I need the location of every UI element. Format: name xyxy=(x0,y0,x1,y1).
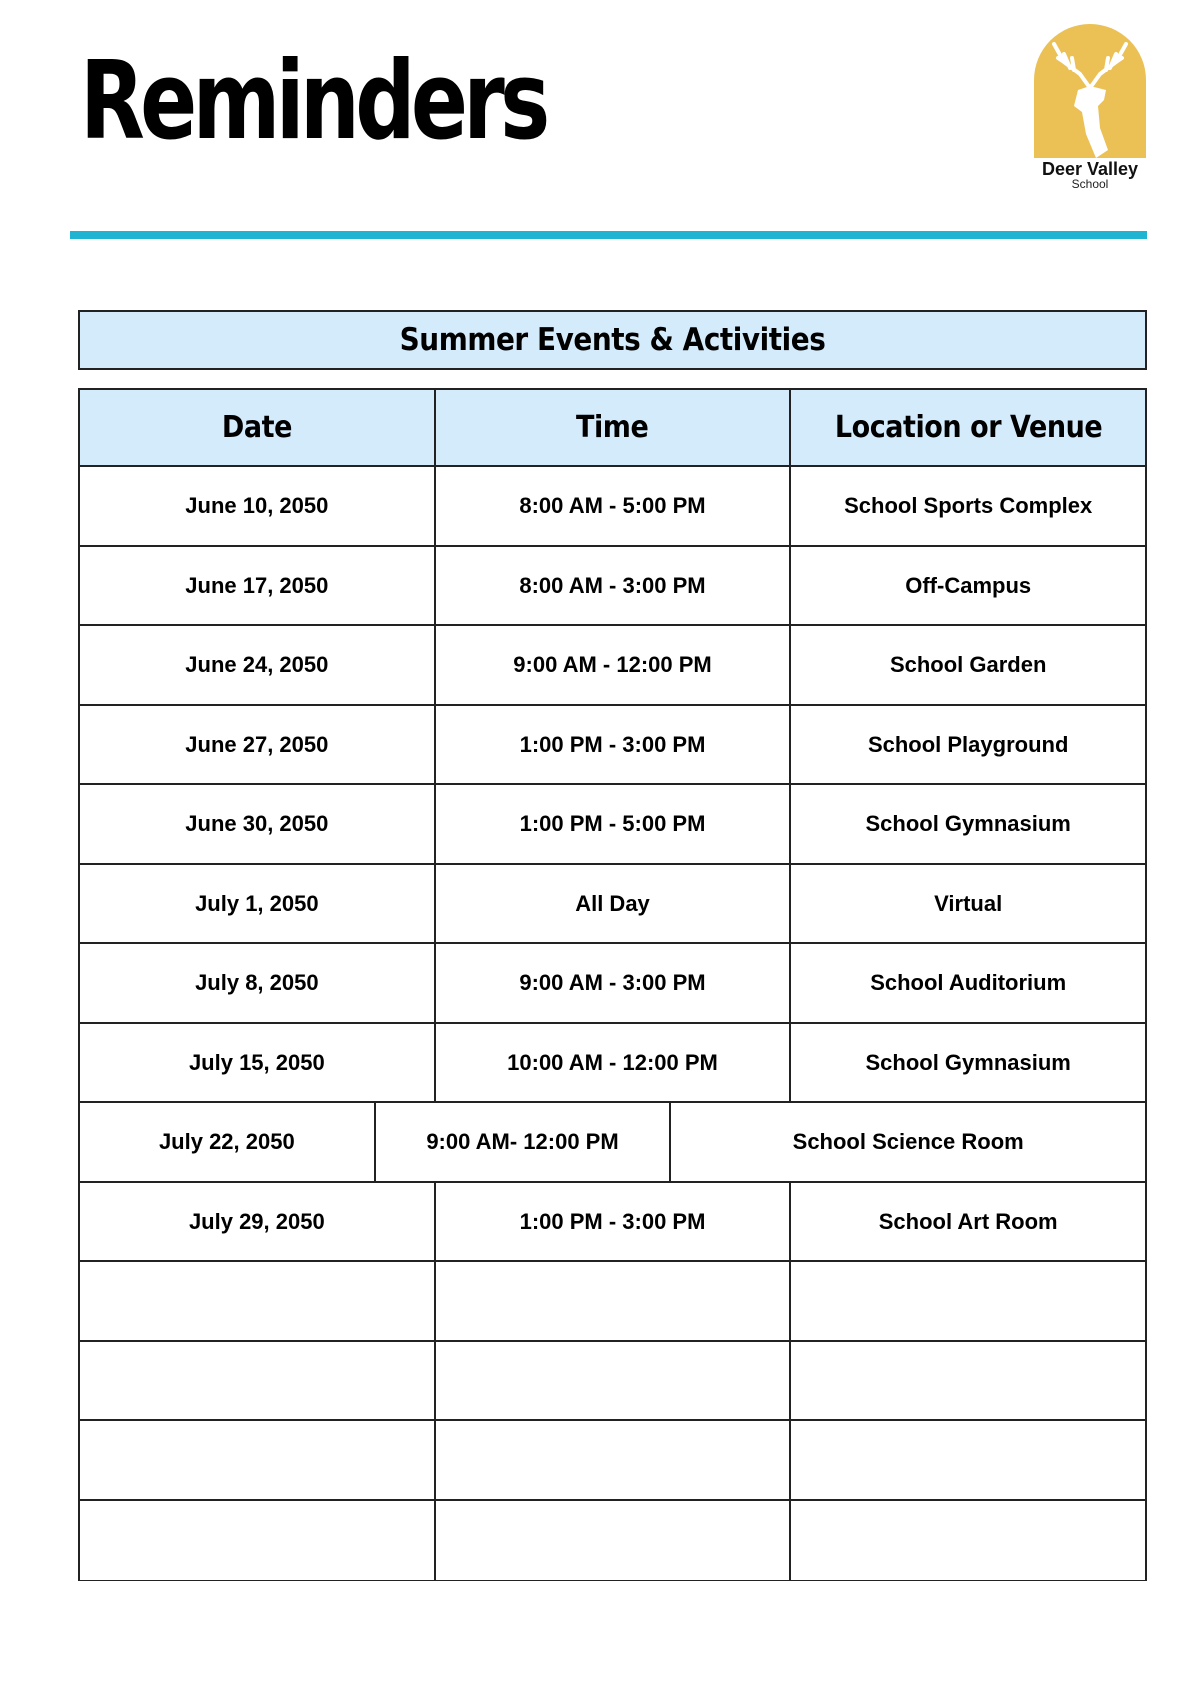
location-cell xyxy=(791,1421,1145,1499)
time-cell: 1:00 PM - 3:00 PM xyxy=(436,706,792,784)
table-title-text: Summer Events & Activities xyxy=(399,322,826,358)
events-table xyxy=(78,388,1147,1581)
time-cell: 8:00 AM - 3:00 PM xyxy=(436,547,792,625)
table-row xyxy=(80,1024,1145,1104)
time-cell: 9:00 AM - 12:00 PM xyxy=(436,626,792,704)
time-cell xyxy=(436,1421,792,1499)
location-cell: School Gymnasium xyxy=(865,1049,1071,1075)
table-row xyxy=(80,1103,1145,1183)
time-cell: 9:00 AM - 3:00 PM xyxy=(436,944,792,1022)
date-cell: July 15, 2050 xyxy=(80,1024,436,1102)
time-cell: All Day xyxy=(436,865,792,943)
table-row xyxy=(80,467,1145,547)
time-cell xyxy=(436,1501,792,1581)
accent-divider xyxy=(70,231,1147,239)
brand-subtitle: School xyxy=(1071,177,1109,191)
date-cell: June 27, 2050 xyxy=(80,706,436,784)
location-cell: School Sports Complex xyxy=(844,493,1093,519)
date-cell xyxy=(80,1342,436,1420)
location-cell: School Science Room xyxy=(792,1129,1024,1155)
brand-name: Deer Valley xyxy=(1041,159,1139,179)
location-cell: Virtual xyxy=(934,890,1003,916)
page-title: Reminders xyxy=(80,39,546,164)
location-cell: School Art Room xyxy=(878,1208,1058,1234)
date-cell: July 22, 2050 xyxy=(80,1103,376,1181)
table-row xyxy=(80,706,1145,786)
date-cell: July 1, 2050 xyxy=(80,865,436,943)
school-logo xyxy=(1020,22,1160,190)
date-cell: July 8, 2050 xyxy=(80,944,436,1022)
location-cell xyxy=(791,1501,1145,1581)
location-cell: School Gymnasium xyxy=(865,811,1071,837)
date-cell: June 30, 2050 xyxy=(80,785,436,863)
table-row xyxy=(80,1501,1145,1581)
date-cell: July 29, 2050 xyxy=(80,1183,436,1261)
table-header-row xyxy=(80,390,1145,467)
header-cell-time: Time xyxy=(436,390,792,465)
date-cell: June 17, 2050 xyxy=(80,547,436,625)
time-cell xyxy=(436,1342,792,1420)
table-row xyxy=(80,626,1145,706)
location-cell xyxy=(791,1342,1145,1420)
location-cell: School Garden xyxy=(889,652,1047,678)
location-cell: Off-Campus xyxy=(905,572,1032,598)
table-row xyxy=(80,785,1145,865)
location-cell xyxy=(791,1262,1145,1340)
date-cell: June 10, 2050 xyxy=(80,467,436,545)
table-row xyxy=(80,1262,1145,1342)
header-cell-date: Date xyxy=(80,390,436,465)
date-cell: June 24, 2050 xyxy=(80,626,436,704)
table-row xyxy=(80,1421,1145,1501)
location-cell: School Auditorium xyxy=(870,970,1067,996)
location-cell: School Playground xyxy=(867,731,1069,757)
time-cell: 1:00 PM - 5:00 PM xyxy=(436,785,792,863)
time-cell: 8:00 AM - 5:00 PM xyxy=(436,467,792,545)
time-cell: 1:00 PM - 3:00 PM xyxy=(436,1183,792,1261)
header-cell-location: Location or Venue xyxy=(834,409,1102,445)
time-cell xyxy=(436,1262,792,1340)
table-row xyxy=(80,865,1145,945)
table-row xyxy=(80,944,1145,1024)
table-title xyxy=(78,310,1147,370)
table-row xyxy=(80,1183,1145,1263)
table-row xyxy=(80,1342,1145,1422)
date-cell xyxy=(80,1421,436,1499)
time-cell: 10:00 AM - 12:00 PM xyxy=(436,1024,792,1102)
table-row xyxy=(80,547,1145,627)
date-cell xyxy=(80,1262,436,1340)
time-cell: 9:00 AM- 12:00 PM xyxy=(376,1103,672,1181)
date-cell xyxy=(80,1501,436,1581)
deer-icon xyxy=(1034,22,1146,158)
